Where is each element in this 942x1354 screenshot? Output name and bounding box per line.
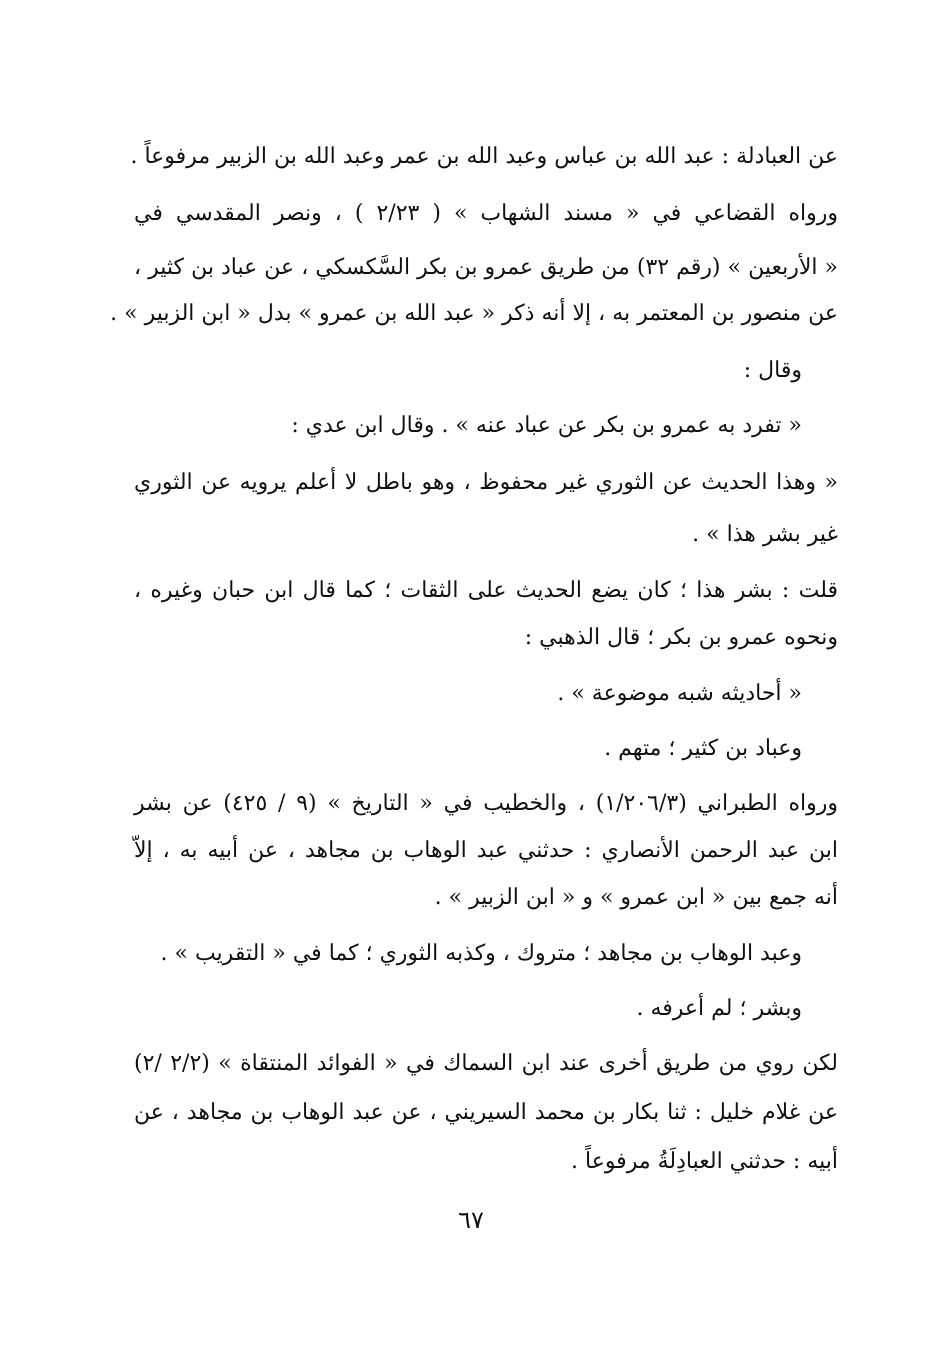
text-line-6: « تفرد به عمرو بن بكر عن عباد عنه » . وقال ابن عدي : — [291, 413, 802, 438]
text-line-15: أنه جمع بين « ابن عمرو » و « ابن الزبير » . — [434, 885, 838, 910]
text-line-2: ورواه القضاعي في « مسند الشهاب » ( ٢/٢٣ ) ، ونصر المقدسي في — [134, 201, 838, 226]
text-line-14: ابن عبد الرحمن الأنصاري : حدثني عبد الوهاب بن مجاهد ، عن أبيه به ، إلاّ — [134, 838, 838, 863]
text-line-19: عن غلام خليل : ثنا بكار بن محمد السيريني ، عن عبد الوهاب بن مجاهد ، عن — [134, 1100, 838, 1125]
text-line-1: عن العبادلة : عبد الله بن عباس وعبد الله بن عمر وعبد الله بن الزبير مرفوعاً . — [130, 144, 838, 169]
text-line-7: « وهذا الحديث عن الثوري غير محفوظ ، وهو باطل لا أعلم يرويه عن الثوري — [134, 470, 838, 495]
text-line-16: وعبد الوهاب بن مجاهد ؛ متروك ، وكذبه الثوري ؛ كما في « التقريب » . — [160, 941, 802, 966]
text-line-3: « الأربعين » (رقم ٣٢) من طريق عمرو بن بكر السَّكسكي ، عن عباد بن كثير ، — [134, 255, 838, 280]
text-line-12: وعباد بن كثير ؛ متهم . — [604, 736, 802, 761]
text-line-8: غير بشر هذا » . — [692, 522, 838, 547]
text-line-10: ونحوه عمرو بن بكر ؛ قال الذهبي : — [524, 625, 838, 650]
text-line-9: قلت : بشر هذا ؛ كان يضع الحديث على الثقات ؛ كما قال ابن حبان وغيره ، — [134, 578, 838, 603]
text-line-20: أبيه : حدثني العبادِلَةُ مرفوعاً . — [571, 1149, 838, 1174]
text-line-17: وبشر ؛ لم أعرفه . — [636, 996, 802, 1021]
text-line-18: لكن روي من طريق أخرى عند ابن السماك في « الفوائد المنتقاة » (٢/٢ /٢) — [134, 1051, 838, 1076]
page-number: ٦٧ — [458, 1206, 484, 1234]
text-line-11: « أحاديثه شبه موضوعة » . — [557, 681, 802, 706]
text-line-4: عن منصور بن المعتمر به ، إلا أنه ذكر « عبد الله بن عمرو » بدل « ابن الزبير » . — [110, 301, 838, 326]
text-line-13: ورواه الطبراني (١/٢٠٦/٣) ، والخطيب في « التاريخ » (٩ / ٤٢٥) عن بشر — [134, 791, 839, 816]
text-line-5: وقال : — [743, 358, 802, 383]
